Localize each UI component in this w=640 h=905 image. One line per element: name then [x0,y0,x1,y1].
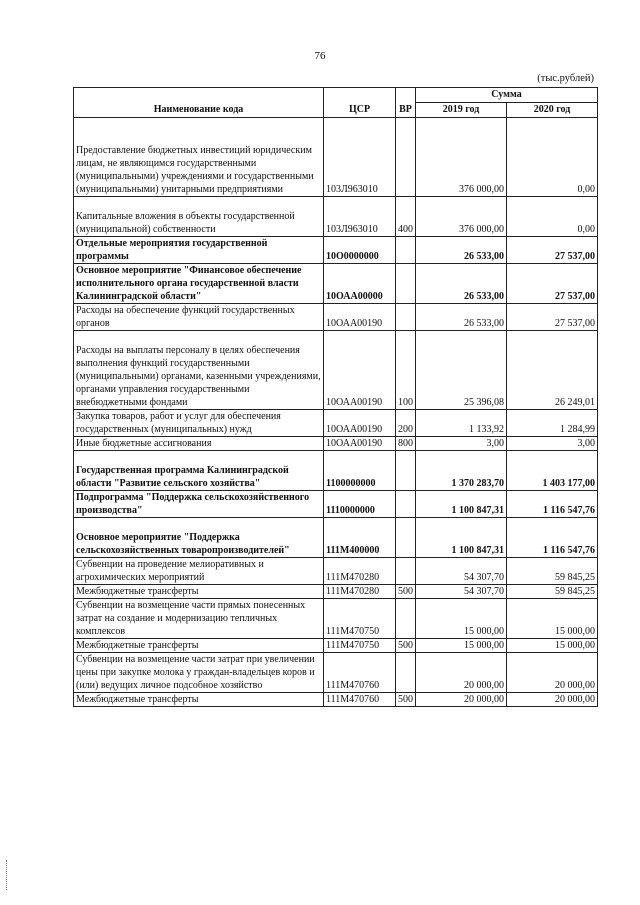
row-2020: 27 537,00 [507,237,598,264]
row-vr: 500 [396,585,416,599]
budget-table [73,87,598,707]
header-csr: ЦСР [324,88,396,118]
row-2019: 26 533,00 [416,264,507,304]
table-body [74,118,598,707]
scan-artifact [6,860,15,890]
row-2020: 59 845,25 [507,585,598,599]
table-row [74,491,598,518]
row-name: Закупка товаров, работ и услуг для обеспечения государственных (муниципальных) нужд [74,410,324,437]
row-2019: 15 000,00 [416,639,507,653]
row-2019: 376 000,00 [416,197,507,237]
row-name: Иные бюджетные ассигнования [74,437,324,451]
row-csr: 10ОАА00190 [324,437,396,451]
row-vr: 500 [396,693,416,707]
row-csr: 10ОАА00190 [324,331,396,410]
row-2020: 1 116 547,76 [507,491,598,518]
row-2020: 20 000,00 [507,693,598,707]
row-csr: 103Л963010 [324,197,396,237]
row-vr [396,304,416,331]
table-row [74,304,598,331]
row-name: Подпрограмма "Поддержка сельскохозяйственного производства" [74,491,324,518]
row-csr: 1100000000 [324,451,396,491]
row-2019: 20 000,00 [416,693,507,707]
row-csr: 10ОАА00190 [324,410,396,437]
row-2020: 27 537,00 [507,264,598,304]
table-row [74,639,598,653]
row-name: Субвенции на возмещение части затрат при увеличении цены при закупке молока у граждан-владельцев коров и (или) ведущих личное подсобное хозяйство [74,653,324,693]
header-vr: ВР [396,88,416,118]
row-2019: 1 100 847,31 [416,491,507,518]
header-sum: Сумма [416,88,598,103]
row-2019: 26 533,00 [416,304,507,331]
row-vr: 800 [396,437,416,451]
table-row [74,237,598,264]
row-name: Отдельные мероприятия государственной программы [74,237,324,264]
row-2019: 15 000,00 [416,599,507,639]
row-vr [396,599,416,639]
row-csr: 111М470750 [324,599,396,639]
row-csr: 10ОАА00190 [324,304,396,331]
row-csr: 10О0000000 [324,237,396,264]
row-name: Основное мероприятие "Поддержка сельскохозяйственных товаропроизводителей" [74,518,324,558]
header-2020: 2020 год [507,103,598,118]
row-csr: 111М470750 [324,639,396,653]
row-2020: 0,00 [507,197,598,237]
row-vr: 500 [396,639,416,653]
header-name: Наименование кода [74,88,324,118]
header-2019: 2019 год [416,103,507,118]
table-row [74,197,598,237]
table-row [74,437,598,451]
row-name: Капитальные вложения в объекты государственной (муниципальной) собственности [74,197,324,237]
row-2019: 3,00 [416,437,507,451]
row-name: Межбюджетные трансферты [74,585,324,599]
page-number: 76 [314,50,326,62]
row-vr [396,558,416,585]
header-row-top [74,88,598,103]
table-row [74,410,598,437]
row-2020: 1 116 547,76 [507,518,598,558]
row-name: Субвенции на проведение мелиоративных и агрохимических мероприятий [74,558,324,585]
row-name: Расходы на обеспечение функций государственных органов [74,304,324,331]
row-csr: 111М470760 [324,693,396,707]
row-2020: 27 537,00 [507,304,598,331]
row-2020: 59 845,25 [507,558,598,585]
row-name: Государственная программа Калининградской области "Развитие сельского хозяйства" [74,451,324,491]
table-row [74,264,598,304]
row-2020: 15 000,00 [507,639,598,653]
row-2019: 1 370 283,70 [416,451,507,491]
row-vr [396,518,416,558]
row-csr: 111М400000 [324,518,396,558]
row-csr: 111М470760 [324,653,396,693]
table-row [74,558,598,585]
row-vr [396,264,416,304]
table-row [74,118,598,197]
row-vr: 200 [396,410,416,437]
row-2020: 3,00 [507,437,598,451]
row-2019: 54 307,70 [416,558,507,585]
row-2020: 1 403 177,00 [507,451,598,491]
table-row [74,518,598,558]
table-row [74,599,598,639]
row-name: Основное мероприятие "Финансовое обеспечение исполнительного органа государственной власти Калининградской области" [74,264,324,304]
row-2019: 25 396,08 [416,331,507,410]
row-2019: 20 000,00 [416,653,507,693]
row-vr [396,237,416,264]
row-vr [396,451,416,491]
row-vr [396,118,416,197]
row-csr: 1110000000 [324,491,396,518]
row-2019: 1 133,92 [416,410,507,437]
table-row [74,653,598,693]
units-label: (тыс.рублей) [537,73,594,84]
table-row [74,331,598,410]
table-row [74,451,598,491]
row-vr: 400 [396,197,416,237]
row-name: Субвенции на возмещение части прямых понесенных затрат на создание и модернизацию тепличных комплексов [74,599,324,639]
row-csr: 103Л963010 [324,118,396,197]
row-csr: 111М470280 [324,585,396,599]
row-2020: 20 000,00 [507,653,598,693]
row-2019: 26 533,00 [416,237,507,264]
row-csr: 111М470280 [324,558,396,585]
row-vr: 100 [396,331,416,410]
row-2019: 1 100 847,31 [416,518,507,558]
row-2019: 376 000,00 [416,118,507,197]
row-name: Расходы на выплаты персоналу в целях обеспечения выполнения функций государственными (муниципальными) органами, казенными учреждениями, органами управления государственными внебюджетными фондами [74,331,324,410]
table-row [74,693,598,707]
row-csr: 10ОАА00000 [324,264,396,304]
row-2020: 15 000,00 [507,599,598,639]
row-2020: 1 284,99 [507,410,598,437]
row-vr [396,491,416,518]
row-2020: 0,00 [507,118,598,197]
row-name: Межбюджетные трансферты [74,639,324,653]
row-vr [396,653,416,693]
table-row [74,585,598,599]
row-2020: 26 249,01 [507,331,598,410]
row-name: Предоставление бюджетных инвестиций юридическим лицам, не являющимся государственными (муниципальными) учреждениями и государственными (муниципальными) унитарными предприятиями [74,118,324,197]
row-2019: 54 307,70 [416,585,507,599]
row-name: Межбюджетные трансферты [74,693,324,707]
